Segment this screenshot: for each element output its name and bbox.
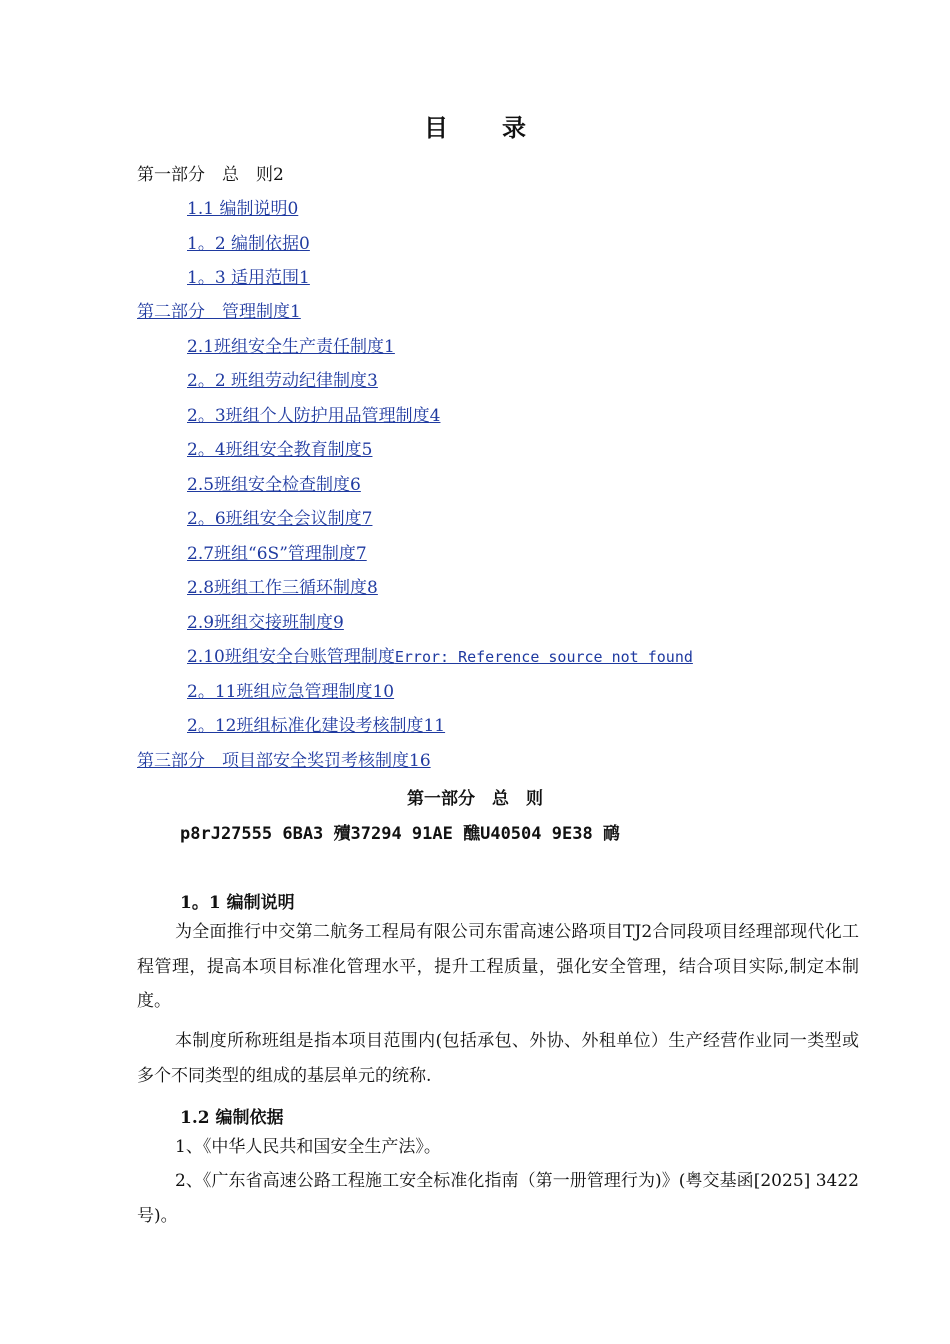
toc-item-2-10[interactable] (187, 646, 693, 668)
toc-item-label: 1。2 编制依据 (187, 234, 300, 254)
reference-item-1: 1、《中华人民共和国安全生产法》。 (175, 1137, 441, 1157)
toc-item-label: 2.7班组“6S”管理制度 (187, 544, 356, 564)
toc-item-2-1[interactable] (187, 336, 395, 358)
toc-item-label: 1。3 适用范围 (187, 268, 300, 288)
toc-item-2-5[interactable] (187, 474, 361, 496)
toc-item-2-9[interactable] (187, 612, 344, 634)
section-title: 第一部分 总 则 (407, 789, 543, 809)
toc-item-2-4[interactable] (187, 439, 372, 461)
toc-item-part3[interactable] (137, 750, 431, 772)
toc-item-page: 0 (299, 234, 310, 254)
toc-item-label: 第一部分 总 则 (137, 165, 273, 185)
toc-item-label: 2。11班组应急管理制度 (187, 682, 373, 702)
toc-item-label: 2.5班组安全检查制度 (187, 475, 351, 495)
toc-item-page: 7 (355, 544, 367, 564)
toc-item-label: 2.9班组交接班制度 (187, 613, 334, 633)
toc-item-label: 2。4班组安全教育制度 (187, 440, 362, 460)
toc-item-part2[interactable] (137, 301, 301, 323)
toc-item-page: 2 (273, 165, 284, 185)
toc-item-label: 1.1 编制说明 (187, 199, 288, 219)
toc-item-label: 2.10班组安全台账管理制度 (187, 647, 395, 667)
toc-item-page: 10 (372, 682, 395, 702)
toc-item-label: 2。12班组标准化建设考核制度 (187, 716, 424, 736)
toc-item-label: 2.1班组安全生产责任制度 (187, 337, 385, 357)
toc-item-2-7[interactable] (187, 543, 367, 565)
toc-item-label: 2。3班组个人防护用品管理制度 (187, 406, 430, 426)
toc-item-page: 11 (423, 716, 446, 736)
toc-item-2-12[interactable] (187, 715, 445, 737)
toc-item-page: 1 (299, 268, 310, 288)
toc-item-1-3[interactable] (187, 267, 310, 289)
toc-item-page: 7 (361, 509, 373, 529)
toc-item-1-2[interactable] (187, 233, 310, 255)
toc-item-label: 第二部分 管理制度 (137, 302, 290, 322)
toc-item-2-8[interactable] (187, 577, 378, 599)
toc-item-2-3[interactable] (187, 405, 440, 427)
toc-item-2-2[interactable] (187, 370, 378, 392)
toc-item-label: 2.8班组工作三循环制度 (187, 578, 368, 598)
paragraph-definition: 本制度所称班组是指本项目范围内(包括承包、外协、外租单位）生产经营作业同一类型或多个不同类型的组成的基层单元的统称. (137, 1031, 859, 1086)
toc-title: 目录 (424, 113, 580, 142)
toc-item-part1[interactable] (137, 164, 284, 186)
toc-item-page: Error: Reference source not found (394, 648, 693, 666)
toc-item-page: 6 (350, 475, 361, 495)
document-code: p8rJ27555 6BA3 殰37294 91AE 醮U40504 9E38 鸸 (180, 824, 620, 844)
reference-item-2: 2、《广东省高速公路工程施工安全标准化指南（第一册管理行为)》(粤交基函[2025] 3422号)。 (137, 1171, 859, 1226)
toc-item-page: 3 (367, 371, 378, 391)
toc-item-page: 1 (290, 302, 301, 322)
toc-item-page: 1 (384, 337, 395, 357)
heading-1-2: 1.2 编制依据 (180, 1108, 284, 1128)
toc-item-label: 第三部分 项目部安全奖罚考核制度 (137, 751, 409, 771)
toc-item-page: 16 (409, 751, 431, 771)
toc-item-1-1[interactable] (187, 198, 298, 220)
toc-item-page: 0 (287, 199, 299, 219)
toc-item-label: 2。6班组安全会议制度 (187, 509, 362, 529)
toc-item-page: 8 (367, 578, 378, 598)
toc-item-page: 5 (361, 440, 373, 460)
heading-1-1: 1。1 编制说明 (180, 893, 295, 913)
toc-item-page: 4 (429, 406, 441, 426)
toc-item-2-11[interactable] (187, 681, 394, 703)
paragraph-purpose: 为全面推行中交第二航务工程局有限公司东雷高速公路项目TJ2合同段项目经理部现代化工程管理，提高本项目标准化管理水平，提升工程质量，强化安全管理，结合项目实际,制定本制度。 (137, 922, 859, 1011)
toc-item-page: 9 (333, 613, 344, 633)
toc-item-label: 2。2 班组劳动纪律制度 (187, 371, 368, 391)
toc-item-2-6[interactable] (187, 508, 372, 530)
